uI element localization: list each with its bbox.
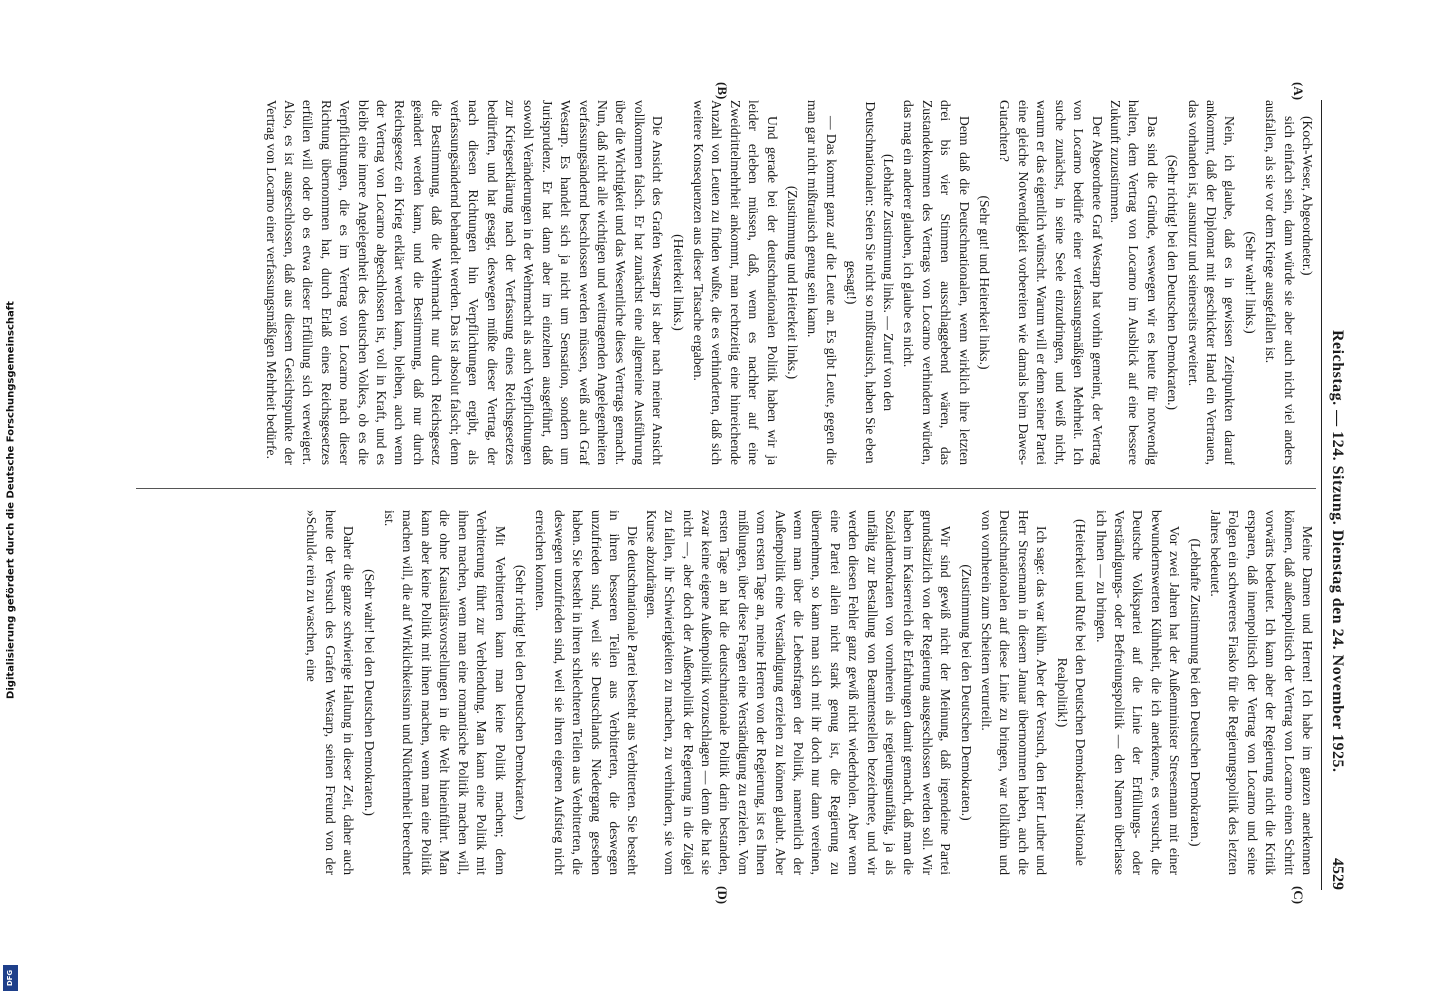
paragraph: Die Ansicht des Grafen Westarp ist aber nach meiner Ansicht vollkommen falsch. Er hat zunächst eine allgemeine Ausführung über die Wichtigkeit und das Wesentliche dieses Vertrags gemacht. Nun, daß nicht alle wichtigen und weittragenden Angelegenheiten verfassungsändernd beschlossen werden müssen, weiß auch Graf Westarp. Es handelt sich ja nicht um Sensation, sondern um Jurisprudenz. Er hat dann aber im einzelnen ausgeführt, daß sowohl Veränderungen in der Wehrmacht als auch Verpflichtungen zur Kriegserklärung nach der Verfassung eines Reichsgesetzes bedürften, und hat gesagt, deswegen müßte dieser Vertrag, der nach diesen Richtungen hin Verpflichtungen ergibt, als verfassungsändernd behandelt werden. Das ist absolut falsch; denn die Bestimmung, daß die Wehrmacht nur durch Reichsgesetz geändert werden kann, und die Bestimmung, daß nur durch Reichsgesetz ein Krieg erklärt werden kann, bleiben, auch wenn der Vertrag von Locarno abgeschlossen ist, voll in Kraft, und es bleibt eine innere Angelegenheit des deutschen Volkes, ob es die Verpflichtungen, die es im Vertrag von Locarno nach dieser Richtung übernommen hat, durch Erlaß eines Reichsgesetzes erfüllen will oder ob es etwa dieser Erfüllung sich verweigert. Also, es ist ausgeschlossen, daß aus diesem Gesichtspunkte der Vertrag von Locarno einer verfassungsmäßigen Mehrheit bedürfe. [263,100,666,465]
interjection: (Heiterkeit links.) [670,234,686,331]
interjection: (Lebhafte Zustimmung links. — Zuruf von den Deutschnationalen: Seien Sie nicht so mißtrauisch, haben Sie eben gesagt!) [844,101,897,464]
paragraph: Wir sind gewiß nicht der Meinung, daß irgendeine Partei grundsätzlich von der Regierung ausgeschlossen werden soll. Wir haben im Kaiserreich die Erfahrungen damit gemacht, daß man die Sozialdemokraten von vornherein als regierungsunfähig, ja als unfähig zur Bestallung von Beamtenstellen bezeichnete, und wir werden diesen Fehler ganz gewiß nicht wiederholen. Aber wenn eine Partei allein nicht stark genug ist, die Regierung zu übernehmen, so kann man sich mit ihr doch nur dann vereinen, wenn man über die Lebensfragen der Politik, namentlich der Außenpolitik eine Verständigung erzielen zu können glaubt. Aber vom ersten Tage an, meine Herren von der Regierung, ist es Ihnen mißlungen, über diese Fragen eine Verständigung zu erzielen. Vom ersten Tage an hat die deutschnationale Politik darin bestanden, zwar keine eigene Außenpolitik vorzuschlagen — denn die hat sie nicht —, aber doch der Außenpolitik der Regierung in die Zügel zu fallen, ihr Schwierigkeiten zu machen, zu verhindern, sie vom Kurse abzudrängen. [643,510,954,875]
dfg-logo [3,965,18,991]
page-number: 4529 [1329,858,1346,890]
left-column [261,100,1316,465]
interjection: (Zustimmung bei den Deutschen Demokraten.) [958,564,974,821]
margin-marker-a: (A) [1291,82,1306,101]
paragraph: sich einfach sein, dann würde sie aber auch nicht viel anders ausfallen, als sie vor dem Kriege ausgefallen ist. [1263,100,1297,465]
interjection: (Heiterkeit und Rufe bei den Deutschen Demokraten: Nationale Realpolitik!) [1054,519,1089,866]
paragraph: Und gerade bei der deutschnationalen Politik haben wir ja leider erleben müssen, daß, wenn es nachher auf eine Zweidrittelmehrheit ankommt, man rechtzeitig eine hinreichende Anzahl von Leuten zu finden wußte, die es verhinderten, daß sich weitere Konsequenzen aus dieser Tatsache ergaben. [691,100,780,465]
column-divider [136,488,1316,489]
interjection: (Sehr wahr! links.) [1242,231,1258,334]
paragraph: Meine Damen und Herren! Ich habe im ganzen anerkennen können, daß außenpolitisch der Vertrag von Locarno einen Schritt vorwärts bedeutet. Ich kann aber der Regierung nicht die Kritik ersparen, daß innenpolitisch der Vertrag von Locarno und seine Folgen ein schwereres Fiasko für die Regierungspolitik des letzten Jahres bedeutet. [1207,510,1315,875]
document-page [110,82,1350,905]
paragraph: Ich sage: das war kühn. Aber der Versuch, den Herr Luther und Herr Stresemann in diesem Januar übernommen haben, auch die Deutschnationalen auf diese Linie zu bringen, war tollkühn und von vornherein zum Scheitern verurteilt. [979,510,1050,875]
paragraph: Der Abgeordnete Graf Westarp hat vorhin gemeint, der Vertrag von Locarno bedürfe einer verfassungsmäßigen Mehrheit. Ich suche zunächst, in seine Seele einzudringen, und weiß nicht, warum er das eigentlich wünscht. Warum will er denn seiner Partei eine gleiche Notwendigkeit vorbereiten wie damals beim Dawes-Gutachten? [997,100,1105,465]
paragraph: Die deutschnationale Partei besteht aus Verbitterten. Sie besteht in ihren besseren Teilen aus Verbitterten, die deswegen unzufrieden sind, weil sie Deutschlands Niedergang gesehen haben. Sie besteht in ihren schlechteren Teilen aus Verbitterten, die deswegen unzufrieden sind, weil sie ihren eigenen Aufstieg nicht erreichen konnten. [533,510,641,875]
interjection: (Lebhafte Zustimmung bei den Deutschen Demokraten.) [1187,538,1203,847]
page-header-title: Reichstag. — 124. Sitzung. Dienstag den 24. November 1925. [1329,330,1346,773]
right-column [302,510,1316,875]
margin-marker-c: (C) [1291,886,1306,905]
dfg-logo-text: DFG [6,969,15,987]
paragraph: (Koch-Weser, Abgeordneter.) [1300,116,1315,276]
paragraph: Nein, ich glaube, daß es in gewissen Zeitpunkten darauf ankommt, daß der Diplomat mit geschickter Hand ein Vertrauen, das vorhanden ist, ausnutzt und seinerseits erweitert. [1185,100,1238,465]
paragraph: Das sind die Gründe, weswegen wir es heute für notwendig halten, dem Vertrag von Locarno im Ausblick auf eine bessere Zukunft zuzustimmen. [1107,100,1160,465]
paragraph: Vor zwei Jahren hat der Außenminister Stresemann mit einer bewundernswerten Kühnheit, die ich anerkenne, es versucht, die Deutsche Volkspartei auf die Linie der Erfüllungs- oder Verständigungs- oder Befreiungspolitik — den Namen überlasse ich Ihnen — zu bringen. [1093,510,1183,875]
paragraph: Daher die ganze schwierige Haltung in dieser Zeit, daher auch heute der Versuch des Grafen Westarp, seinen Freund von der »Schuld« rein zu waschen, eine [304,510,357,875]
margin-marker-b: (B) [715,82,730,100]
paragraph: — Das kommt ganz auf die Leute an. Es gibt Leute, gegen die man gar nicht mißtrauisch genug sein kann. [805,100,839,465]
interjection: (Zustimmung und Heiterkeit links.) [785,185,801,380]
margin-marker-d: (D) [715,886,730,905]
interjection: (Sehr wahr! bei den Deutschen Demokraten.) [361,569,377,816]
paragraph: Denn daß die Deutschnationalen, wenn wirklich ihre letzten drei bis vier Stimmen ausschlaggebend wären, das Zustandekommen des Vertrags von Locarno verhindern würden, das mag ein anderer glauben, ich glaube es nicht. [901,100,972,465]
interjection: (Sehr richtig! bei den Deutschen Demokraten.) [512,564,528,821]
page-header [1321,100,1350,890]
interjection: (Sehr gut! und Heiterkeit links.) [977,195,993,370]
interjection: (Sehr richtig! bei den Deutschen Demokraten.) [1165,154,1181,411]
paragraph: Mit Verbitterten kann man keine Politik machen; denn Verbitterung führt zur Verblendung. Man kann eine Politik mit ihnen machen, wenn man eine romantische Politik machen will, die ohne Kausalitätsvorstellungen in die Welt hineinführt. Man kann aber keine Politik mit ihnen machen, wenn man eine Politik machen will, die auf Wirklichkeitssinn und Nüchternheit berechnet ist. [382,510,508,875]
digitization-credit: Digitalisierung gefördert durch die Deutsche Forschungsgemeinschaft [5,301,17,699]
credit-strip [0,0,22,1000]
